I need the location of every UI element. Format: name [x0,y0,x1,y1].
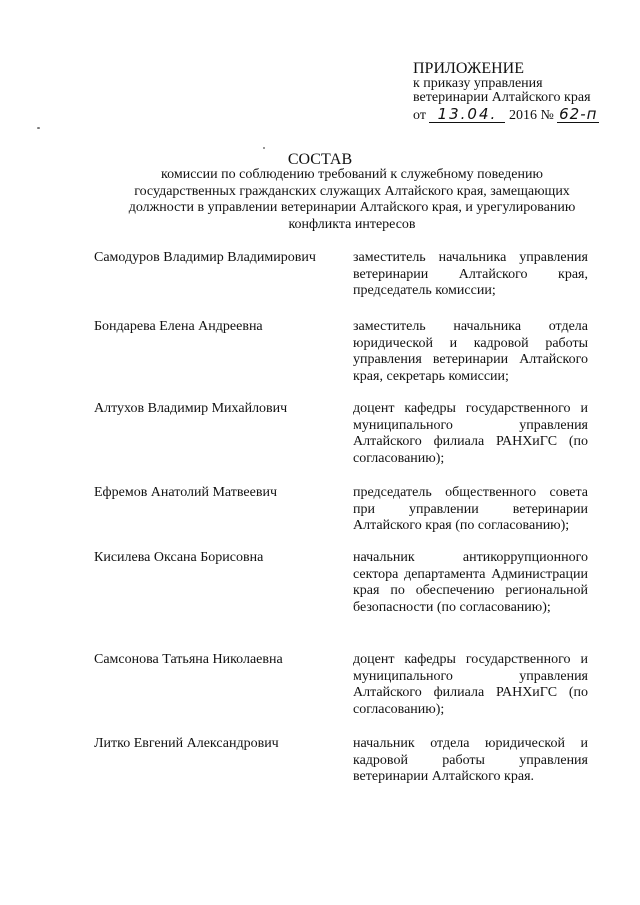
appendix-header [413,60,603,125]
member-role: председатель общественного совета при управлении ветеринарии Алтайского края (по согласованию); [353,485,588,533]
member-name: Ефремов Анатолий Матвеевич [94,485,277,500]
date-prefix: от [413,108,426,123]
scan-speck [37,127,40,129]
member-name: Литко Евгений Александрович [94,736,279,751]
member-name: Самсонова Татьяна Николаевна [94,652,283,667]
year-and-number-label: 2016 № [508,108,554,123]
member-role: доцент кафедры государственного и муниципального управления Алтайского филиала РАНХиГС (по согласованию); [353,652,588,717]
member-role: заместитель начальника управления ветеринарии Алтайского края, председатель комиссии; [353,250,588,298]
member-name: Кисилева Оксана Борисовна [94,550,264,565]
document-subtitle: комиссии по соблюдению требований к служебному поведению государственных гражданских служащих Алтайского края, замещающих должности в управлении ветеринарии Алтайского края, и урегулированию конфликта интересов [128,167,576,232]
handwritten-date: 13.04. [429,106,505,123]
member-name: Алтухов Владимир Михайлович [94,401,288,416]
member-role: заместитель начальника отдела юридической и кадровой работы управления ветеринарии Алтайского края, секретарь комиссии; [353,319,588,384]
document-title: СОСТАВ [287,151,353,168]
scan-speck [263,147,265,149]
appendix-date-line [413,106,603,125]
member-role: начальник отдела юридической и кадровой работы управления ветеринарии Алтайского края. [353,736,588,784]
member-role: начальник антикоррупционного сектора департамента Администрации края по обеспечению региональной безопасности (по согласованию); [353,550,588,615]
appendix-title: ПРИЛОЖЕНИЕ [413,60,525,77]
appendix-order-line: к приказу управления [413,76,543,91]
handwritten-order-number: 62-п [559,105,598,123]
member-role: доцент кафедры государственного и муниципального управления Алтайского филиала РАНХиГС (по согласованию); [353,401,588,466]
member-name: Бондарева Елена Андреевна [94,319,263,334]
appendix-department-line: ветеринарии Алтайского края [413,90,591,105]
member-name: Самодуров Владимир Владимирович [94,250,316,265]
